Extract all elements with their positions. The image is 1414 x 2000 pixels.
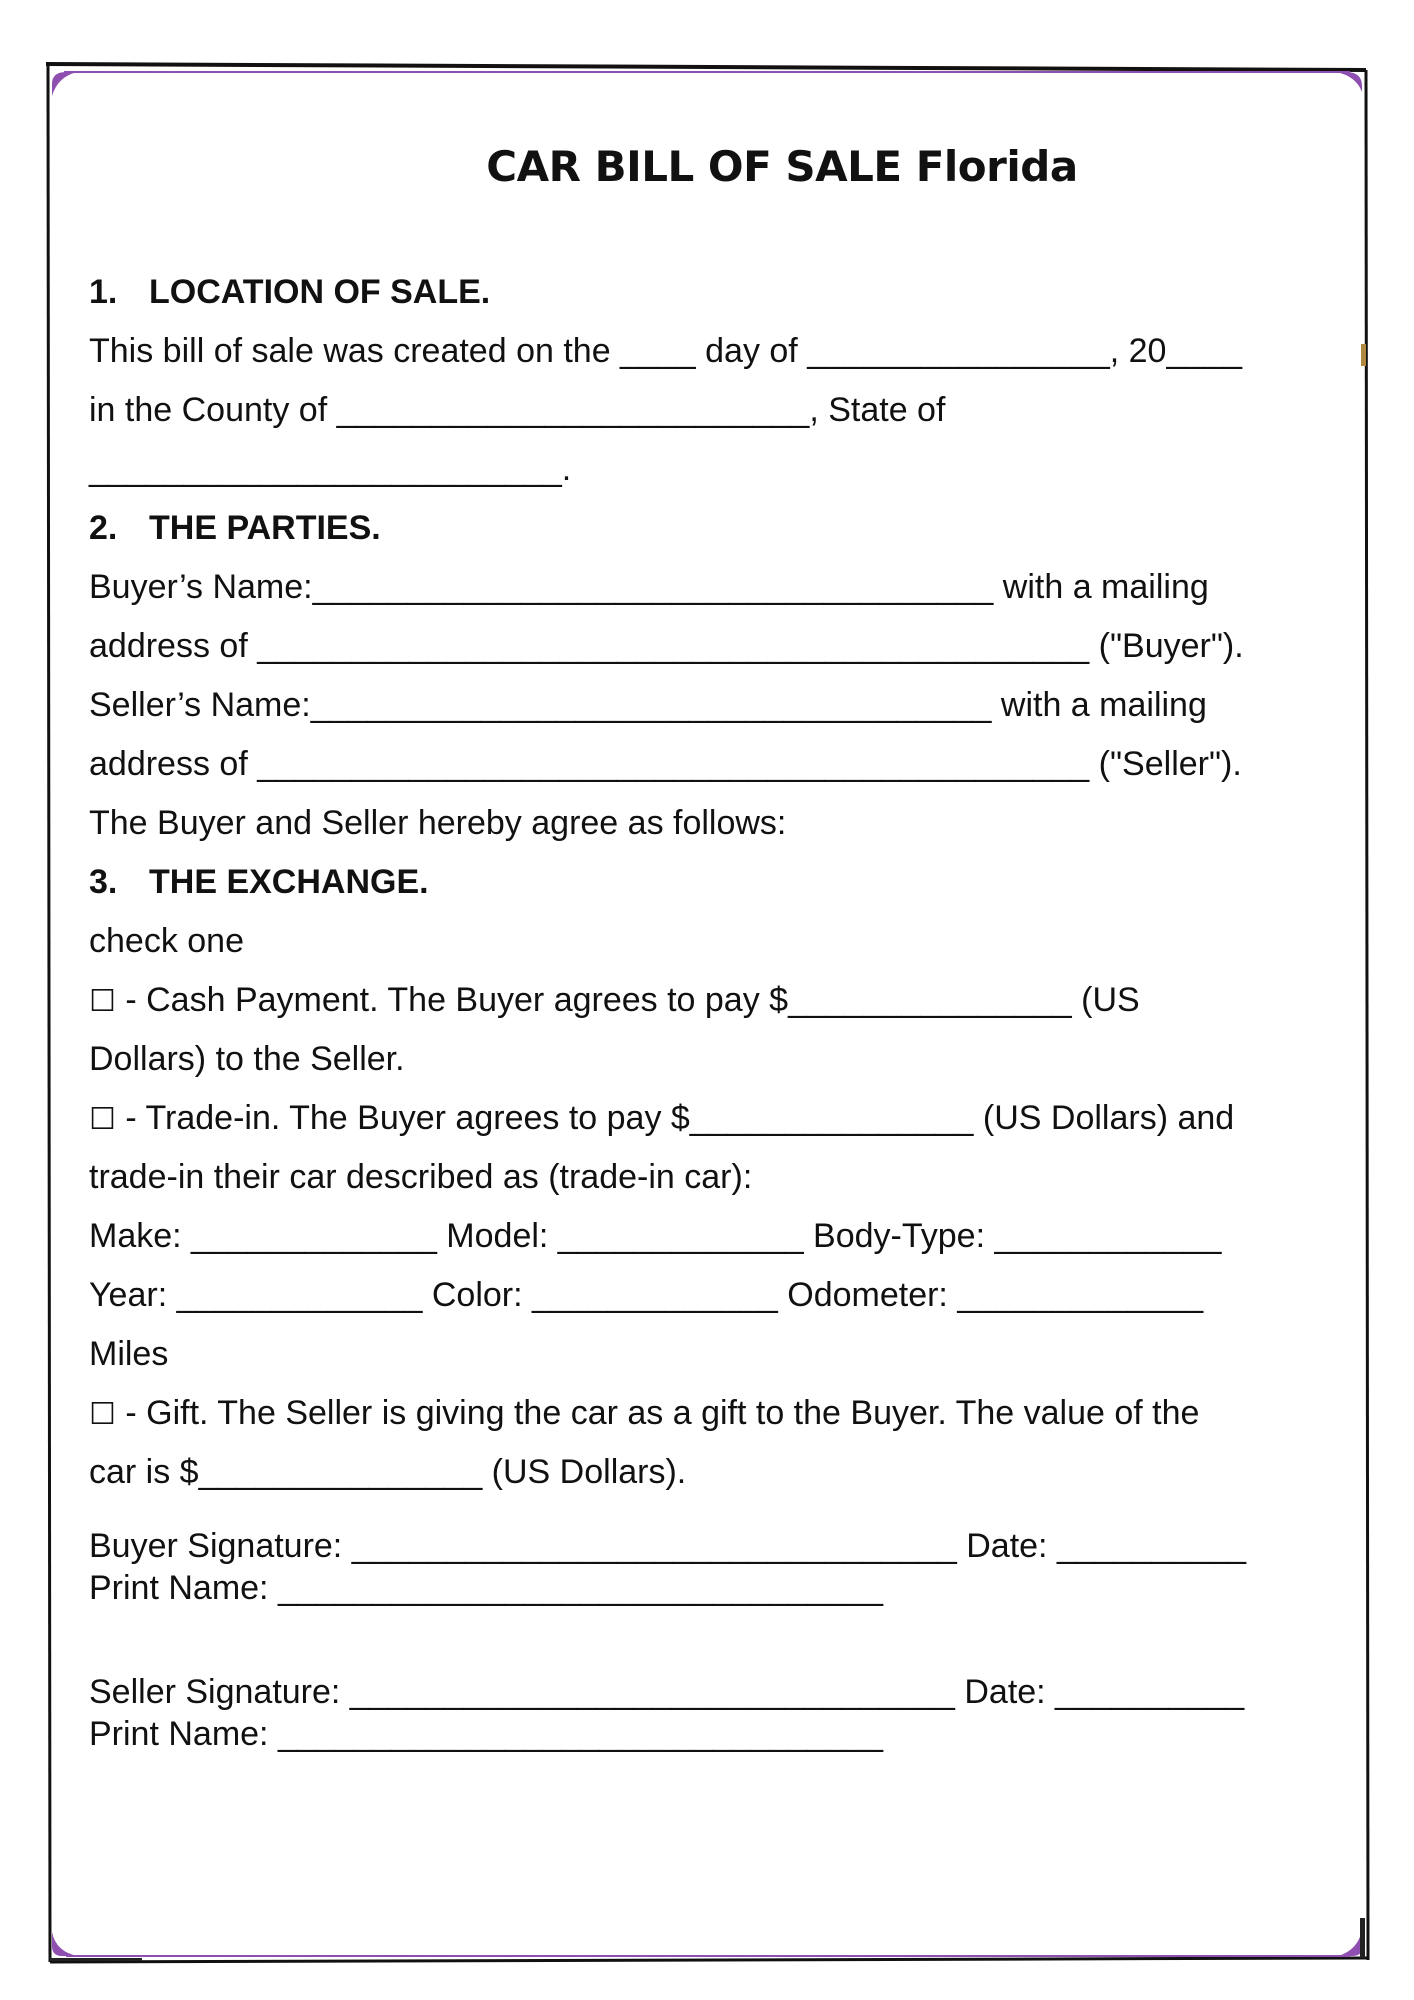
- corner-bottom-right: [1338, 1930, 1362, 1956]
- corner-bottom-left: [52, 1932, 78, 1956]
- location-line-1: This bill of sale was created on the ____ day of ________________, 20____: [89, 332, 1243, 370]
- border-bottom-line: [50, 1958, 1368, 1962]
- trade-in-year-color-odometer: Year: _____________ Color: _____________ Odometer: _____________: [89, 1276, 1204, 1314]
- trade-in-option: [89, 1089, 1339, 1148]
- section-3-number: 3.: [89, 863, 118, 901]
- trade-in-checkbox[interactable]: ☐: [89, 1102, 116, 1137]
- cash-payment-option: [89, 971, 1339, 1030]
- section-2-title: THE PARTIES.: [149, 509, 381, 547]
- border-left-line: [48, 62, 50, 1962]
- gift-option: [89, 1384, 1339, 1443]
- buyer-signature-line: Buyer Signature: ________________________________ Date: __________: [89, 1527, 1247, 1565]
- border-top-line: [46, 64, 1366, 70]
- bottom-left-dark-mark: [50, 1958, 142, 1961]
- seller-print-name-line: Print Name: ________________________________: [89, 1715, 884, 1753]
- gift-value: car is $_______________ (US Dollars).: [89, 1453, 687, 1491]
- cash-payment-continued: Dollars) to the Seller.: [89, 1040, 405, 1078]
- location-line-3: _________________________.: [89, 450, 572, 488]
- seller-name-field: Seller’s Name:____________________________________ with a mailing: [89, 686, 1207, 724]
- gift-checkbox[interactable]: ☐: [89, 1397, 116, 1432]
- document-body: [89, 263, 1339, 1502]
- seller-signature-block: [89, 1671, 1244, 1755]
- corner-top-left: [52, 72, 78, 96]
- buyer-signature-block: [89, 1525, 1246, 1609]
- trade-in-text: - Trade-in. The Buyer agrees to pay $_______________ (US Dollars) and: [115, 1099, 1235, 1137]
- gift-text: - Gift. The Seller is giving the car as a gift to the Buyer. The value of the: [115, 1394, 1200, 1432]
- document-title: CAR BILL OF SALE Florida: [486, 142, 1078, 191]
- seller-signature-line: Seller Signature: ________________________________ Date: __________: [89, 1673, 1245, 1711]
- seller-address-field: address of ____________________________________________ ("Seller").: [89, 745, 1242, 783]
- buyer-print-name-line: Print Name: ________________________________: [89, 1569, 884, 1607]
- section-2-heading: [89, 499, 1339, 558]
- trade-in-make-model-body: Make: _____________ Model: _____________ Body-Type: ____________: [89, 1217, 1222, 1255]
- check-one-instruction: check one: [89, 922, 244, 960]
- trade-in-description: trade-in their car described as (trade-in car):: [89, 1158, 753, 1196]
- buyer-address-field: address of ____________________________________________ ("Buyer").: [89, 627, 1244, 665]
- buyer-name-field: Buyer’s Name:____________________________________ with a mailing: [89, 568, 1209, 606]
- section-2-number: 2.: [89, 509, 118, 547]
- section-1-number: 1.: [89, 273, 118, 311]
- bottom-right-dark-mark: [1360, 1918, 1365, 1958]
- cash-payment-text: - Cash Payment. The Buyer agrees to pay $_______________ (US: [115, 981, 1140, 1019]
- cash-payment-checkbox[interactable]: ☐: [89, 984, 116, 1019]
- section-3-heading: [89, 853, 1339, 912]
- border-right-line: [1366, 70, 1368, 1960]
- location-line-2: in the County of _________________________, State of: [89, 391, 946, 429]
- trade-in-miles: Miles: [89, 1335, 169, 1373]
- agreement-statement: The Buyer and Seller hereby agree as follows:: [89, 804, 787, 842]
- section-3-title: THE EXCHANGE.: [149, 863, 429, 901]
- section-1-heading: [89, 263, 1339, 322]
- section-1-title: LOCATION OF SALE.: [149, 273, 491, 311]
- right-edge-tab: [1361, 344, 1366, 366]
- corner-top-right: [1336, 72, 1362, 92]
